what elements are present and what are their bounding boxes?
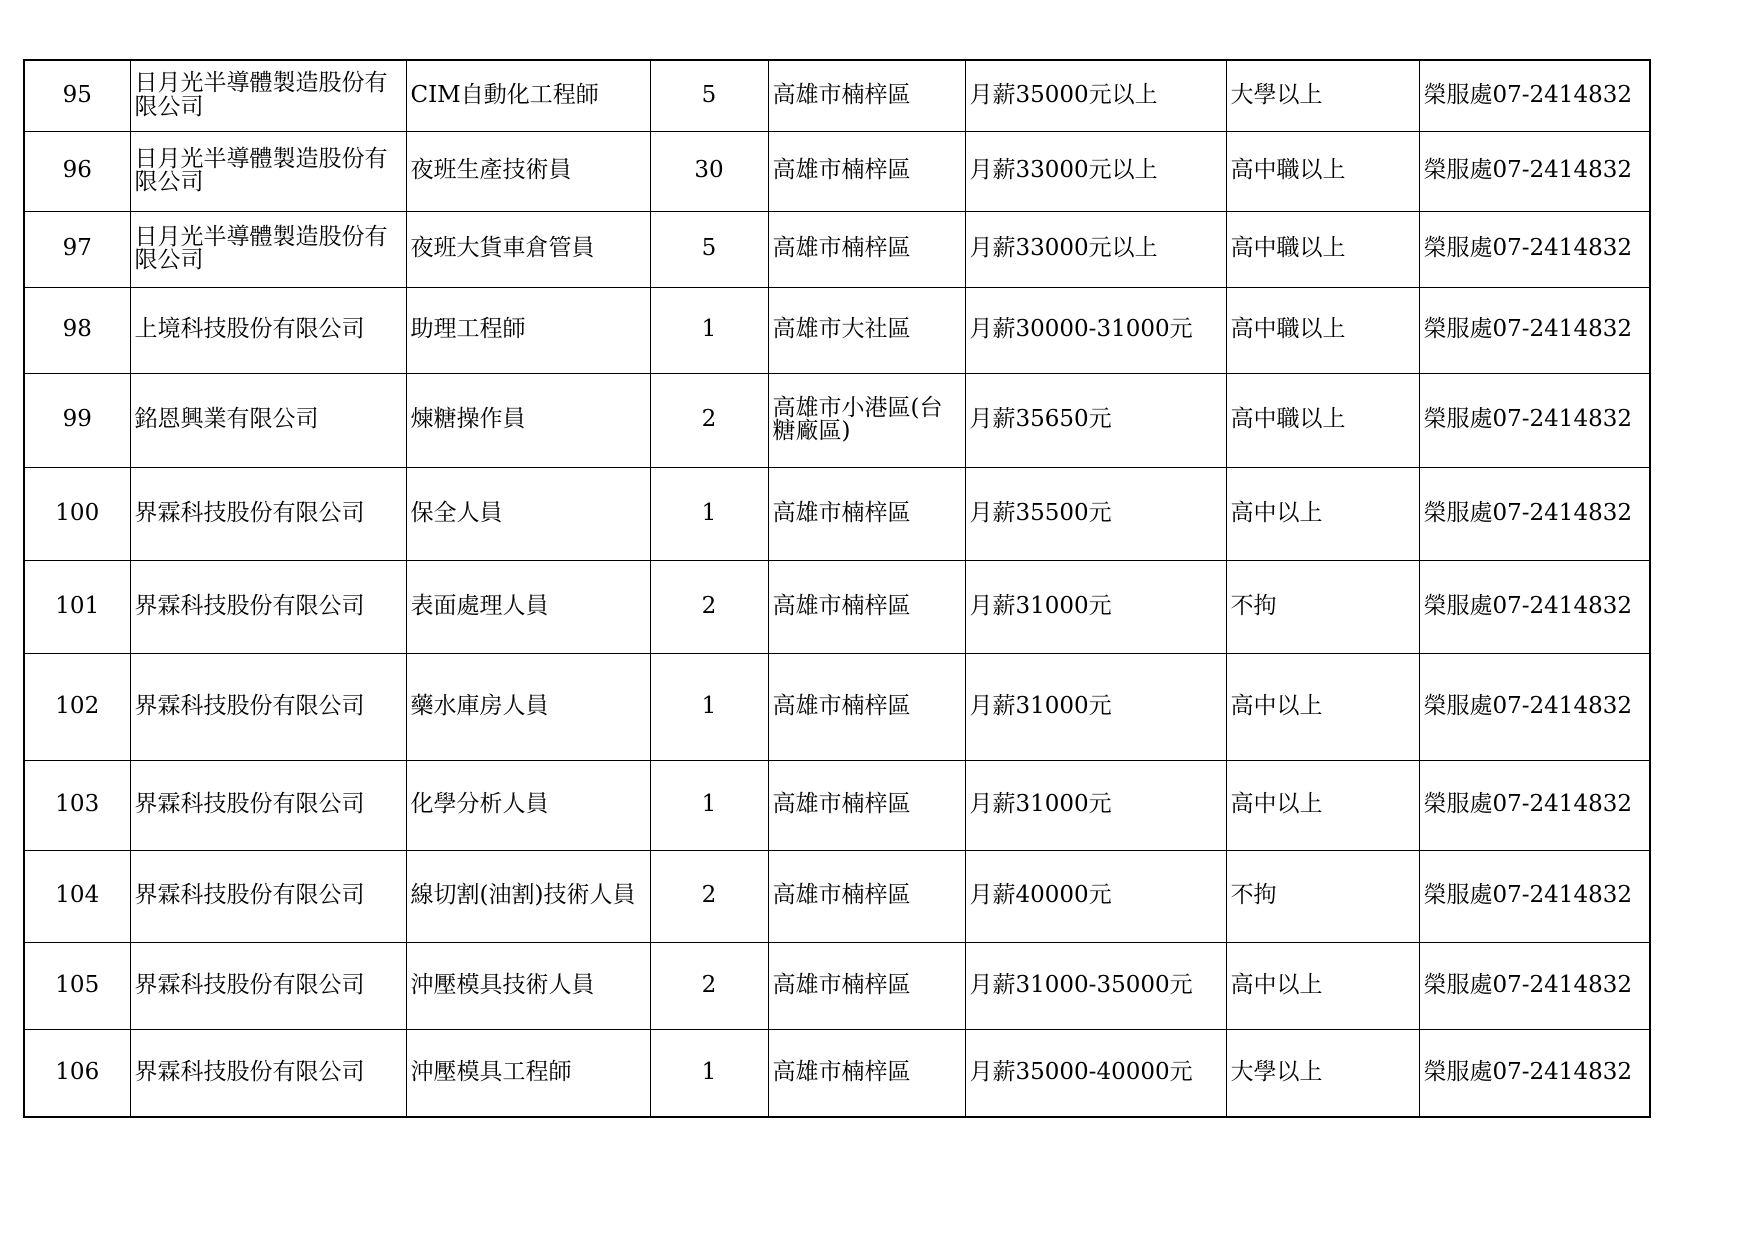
contact-info: 榮服處07-2414832 bbox=[1419, 1029, 1650, 1117]
company-name: 界霖科技股份有限公司 bbox=[130, 560, 406, 653]
table-row bbox=[24, 560, 1650, 653]
headcount: 1 bbox=[650, 653, 768, 760]
company-name: 界霖科技股份有限公司 bbox=[130, 467, 406, 560]
job-title: 化學分析人員 bbox=[406, 760, 650, 850]
row-number: 95 bbox=[24, 60, 130, 131]
education-requirement: 大學以上 bbox=[1226, 60, 1419, 131]
job-listing-table bbox=[23, 59, 1651, 1118]
salary: 月薪31000元 bbox=[965, 653, 1226, 760]
work-location: 高雄市楠梓區 bbox=[768, 560, 965, 653]
table-row bbox=[24, 287, 1650, 373]
job-title: 表面處理人員 bbox=[406, 560, 650, 653]
company-name: 銘恩興業有限公司 bbox=[130, 373, 406, 467]
table-row bbox=[24, 850, 1650, 942]
contact-info: 榮服處07-2414832 bbox=[1419, 760, 1650, 850]
headcount: 5 bbox=[650, 60, 768, 131]
row-number: 101 bbox=[24, 560, 130, 653]
contact-info: 榮服處07-2414832 bbox=[1419, 287, 1650, 373]
contact-info: 榮服處07-2414832 bbox=[1419, 653, 1650, 760]
education-requirement: 高中職以上 bbox=[1226, 131, 1419, 211]
headcount: 2 bbox=[650, 850, 768, 942]
salary: 月薪30000-31000元 bbox=[965, 287, 1226, 373]
education-requirement: 高中職以上 bbox=[1226, 211, 1419, 287]
headcount: 1 bbox=[650, 287, 768, 373]
row-number: 99 bbox=[24, 373, 130, 467]
table-row bbox=[24, 760, 1650, 850]
job-title: 沖壓模具技術人員 bbox=[406, 942, 650, 1029]
contact-info: 榮服處07-2414832 bbox=[1419, 467, 1650, 560]
row-number: 100 bbox=[24, 467, 130, 560]
company-name: 界霖科技股份有限公司 bbox=[130, 942, 406, 1029]
headcount: 2 bbox=[650, 942, 768, 1029]
salary: 月薪35000-40000元 bbox=[965, 1029, 1226, 1117]
job-title: 保全人員 bbox=[406, 467, 650, 560]
work-location: 高雄市楠梓區 bbox=[768, 653, 965, 760]
headcount: 2 bbox=[650, 373, 768, 467]
company-name: 界霖科技股份有限公司 bbox=[130, 1029, 406, 1117]
salary: 月薪35500元 bbox=[965, 467, 1226, 560]
company-name: 上境科技股份有限公司 bbox=[130, 287, 406, 373]
work-location: 高雄市楠梓區 bbox=[768, 760, 965, 850]
education-requirement: 高中職以上 bbox=[1226, 287, 1419, 373]
education-requirement: 高中職以上 bbox=[1226, 373, 1419, 467]
job-title: 煉糖操作員 bbox=[406, 373, 650, 467]
contact-info: 榮服處07-2414832 bbox=[1419, 373, 1650, 467]
headcount: 1 bbox=[650, 1029, 768, 1117]
company-name: 界霖科技股份有限公司 bbox=[130, 653, 406, 760]
row-number: 105 bbox=[24, 942, 130, 1029]
work-location: 高雄市楠梓區 bbox=[768, 131, 965, 211]
contact-info: 榮服處07-2414832 bbox=[1419, 942, 1650, 1029]
salary: 月薪33000元以上 bbox=[965, 131, 1226, 211]
work-location: 高雄市楠梓區 bbox=[768, 211, 965, 287]
headcount: 1 bbox=[650, 467, 768, 560]
row-number: 97 bbox=[24, 211, 130, 287]
job-title: 線切割(油割)技術人員 bbox=[406, 850, 650, 942]
work-location: 高雄市小港區(台糖廠區) bbox=[768, 373, 965, 467]
headcount: 1 bbox=[650, 760, 768, 850]
education-requirement: 不拘 bbox=[1226, 560, 1419, 653]
table-row bbox=[24, 211, 1650, 287]
company-name: 日月光半導體製造股份有限公司 bbox=[130, 60, 406, 131]
education-requirement: 高中以上 bbox=[1226, 760, 1419, 850]
contact-info: 榮服處07-2414832 bbox=[1419, 131, 1650, 211]
job-title: CIM自動化工程師 bbox=[406, 60, 650, 131]
contact-info: 榮服處07-2414832 bbox=[1419, 850, 1650, 942]
contact-info: 榮服處07-2414832 bbox=[1419, 560, 1650, 653]
job-title: 助理工程師 bbox=[406, 287, 650, 373]
headcount: 30 bbox=[650, 131, 768, 211]
education-requirement: 大學以上 bbox=[1226, 1029, 1419, 1117]
row-number: 98 bbox=[24, 287, 130, 373]
job-rows bbox=[24, 60, 1650, 1117]
row-number: 106 bbox=[24, 1029, 130, 1117]
salary: 月薪31000-35000元 bbox=[965, 942, 1226, 1029]
education-requirement: 不拘 bbox=[1226, 850, 1419, 942]
company-name: 界霖科技股份有限公司 bbox=[130, 760, 406, 850]
headcount: 2 bbox=[650, 560, 768, 653]
work-location: 高雄市楠梓區 bbox=[768, 942, 965, 1029]
company-name: 界霖科技股份有限公司 bbox=[130, 850, 406, 942]
work-location: 高雄市楠梓區 bbox=[768, 60, 965, 131]
table-row bbox=[24, 373, 1650, 467]
table-row bbox=[24, 131, 1650, 211]
salary: 月薪35000元以上 bbox=[965, 60, 1226, 131]
table-row bbox=[24, 653, 1650, 760]
salary: 月薪35650元 bbox=[965, 373, 1226, 467]
education-requirement: 高中以上 bbox=[1226, 942, 1419, 1029]
contact-info: 榮服處07-2414832 bbox=[1419, 60, 1650, 131]
row-number: 104 bbox=[24, 850, 130, 942]
work-location: 高雄市楠梓區 bbox=[768, 1029, 965, 1117]
job-title: 夜班生產技術員 bbox=[406, 131, 650, 211]
salary: 月薪31000元 bbox=[965, 760, 1226, 850]
job-title: 夜班大貨車倉管員 bbox=[406, 211, 650, 287]
work-location: 高雄市楠梓區 bbox=[768, 467, 965, 560]
row-number: 102 bbox=[24, 653, 130, 760]
job-title: 藥水庫房人員 bbox=[406, 653, 650, 760]
salary: 月薪40000元 bbox=[965, 850, 1226, 942]
table-row bbox=[24, 1029, 1650, 1117]
salary: 月薪33000元以上 bbox=[965, 211, 1226, 287]
table-row bbox=[24, 60, 1650, 131]
table-row bbox=[24, 467, 1650, 560]
salary: 月薪31000元 bbox=[965, 560, 1226, 653]
work-location: 高雄市大社區 bbox=[768, 287, 965, 373]
row-number: 103 bbox=[24, 760, 130, 850]
work-location: 高雄市楠梓區 bbox=[768, 850, 965, 942]
education-requirement: 高中以上 bbox=[1226, 653, 1419, 760]
education-requirement: 高中以上 bbox=[1226, 467, 1419, 560]
job-title: 沖壓模具工程師 bbox=[406, 1029, 650, 1117]
company-name: 日月光半導體製造股份有限公司 bbox=[130, 131, 406, 211]
contact-info: 榮服處07-2414832 bbox=[1419, 211, 1650, 287]
table-row bbox=[24, 942, 1650, 1029]
row-number: 96 bbox=[24, 131, 130, 211]
company-name: 日月光半導體製造股份有限公司 bbox=[130, 211, 406, 287]
headcount: 5 bbox=[650, 211, 768, 287]
